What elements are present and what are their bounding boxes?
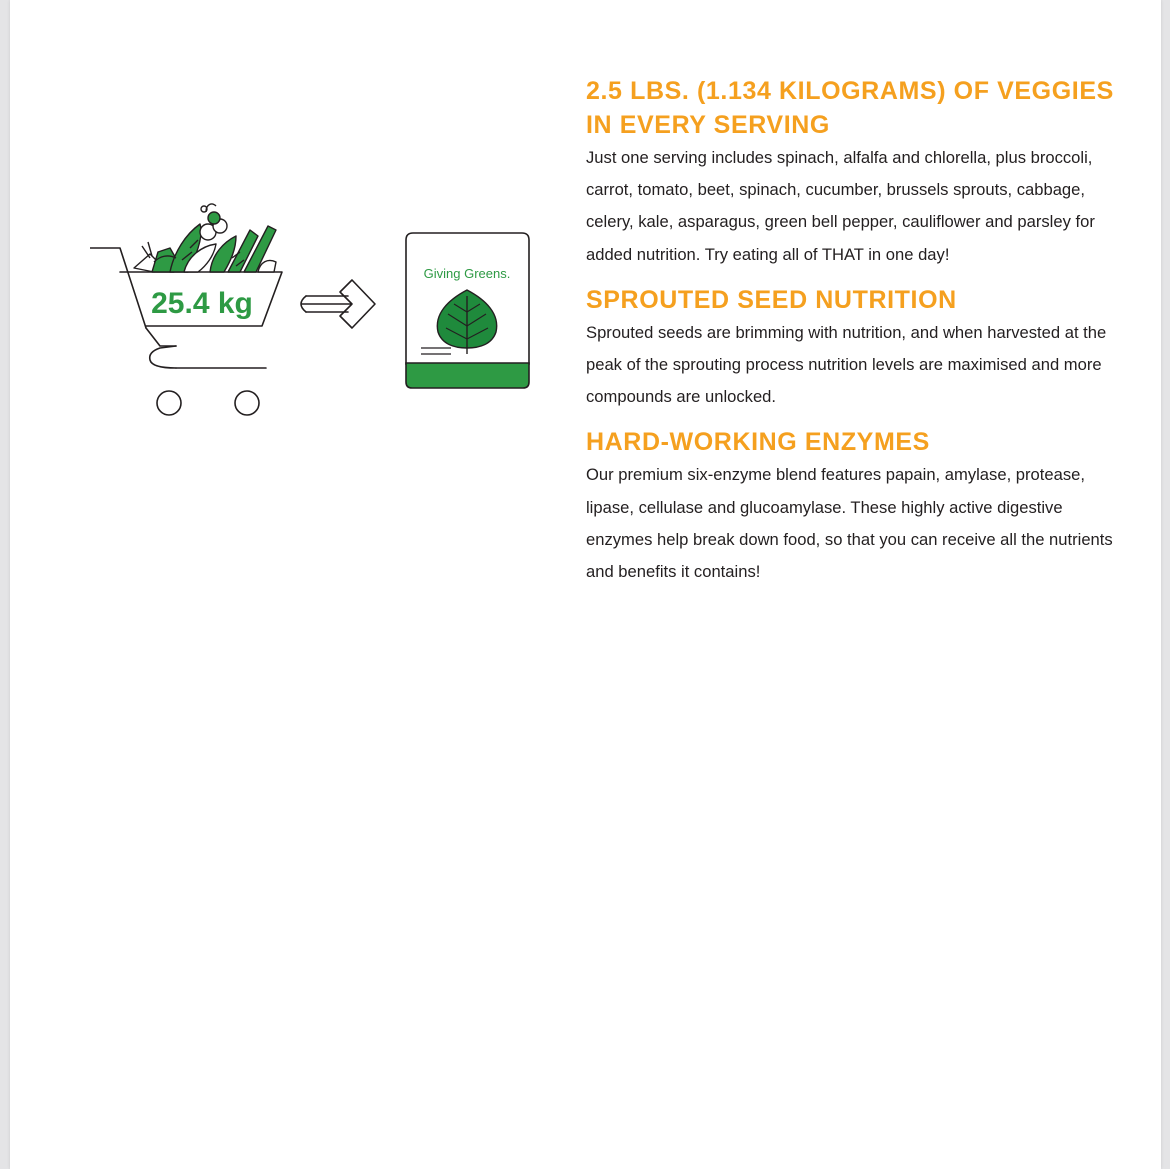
sprouted-seed-body: Sprouted seeds are brimming with nutrition, and when harvested at the peak of the sprouting process nutrition levels are maximised and more compounds are unlocked. [586, 322, 1107, 407]
vegetables-icon [134, 204, 276, 272]
cart-weight-label: 25.4 kg [151, 287, 253, 320]
veggies-to-product-illustration [90, 196, 540, 426]
document-page [10, 0, 1161, 1169]
sprouted-seed-heading: SPROUTED SEED NUTRITION [586, 285, 957, 314]
feature-text-column [586, 74, 1126, 600]
arrow-right-icon [301, 280, 375, 328]
enzymes-heading: HARD-WORKING ENZYMES [586, 428, 930, 457]
product-brand-label: Giving Greens. [423, 266, 511, 281]
veggies-heading: 2.5 LBS. (1.134 KILOGRAMS) OF VEGGIES IN EVERY SERVING [586, 77, 1114, 139]
enzymes-body: Our premium six-enzyme blend features papain, amylase, protease, lipase, cellulase and glucoamylase. These highly active digestive enzymes help break down food, so that you can receive all the nutrients and benefits it contains! [586, 465, 1113, 582]
shopping-cart-icon [90, 248, 282, 415]
veggies-body: Just one serving includes spinach, alfalfa and chlorella, plus broccoli, carrot, tomato, beet, spinach, cucumber, brussels sprouts, cabbage, celery, kale, asparagus, green bell pepper, cauliflower and parsley for added nutrition. Try eating all of THAT in one day! [586, 148, 1095, 264]
